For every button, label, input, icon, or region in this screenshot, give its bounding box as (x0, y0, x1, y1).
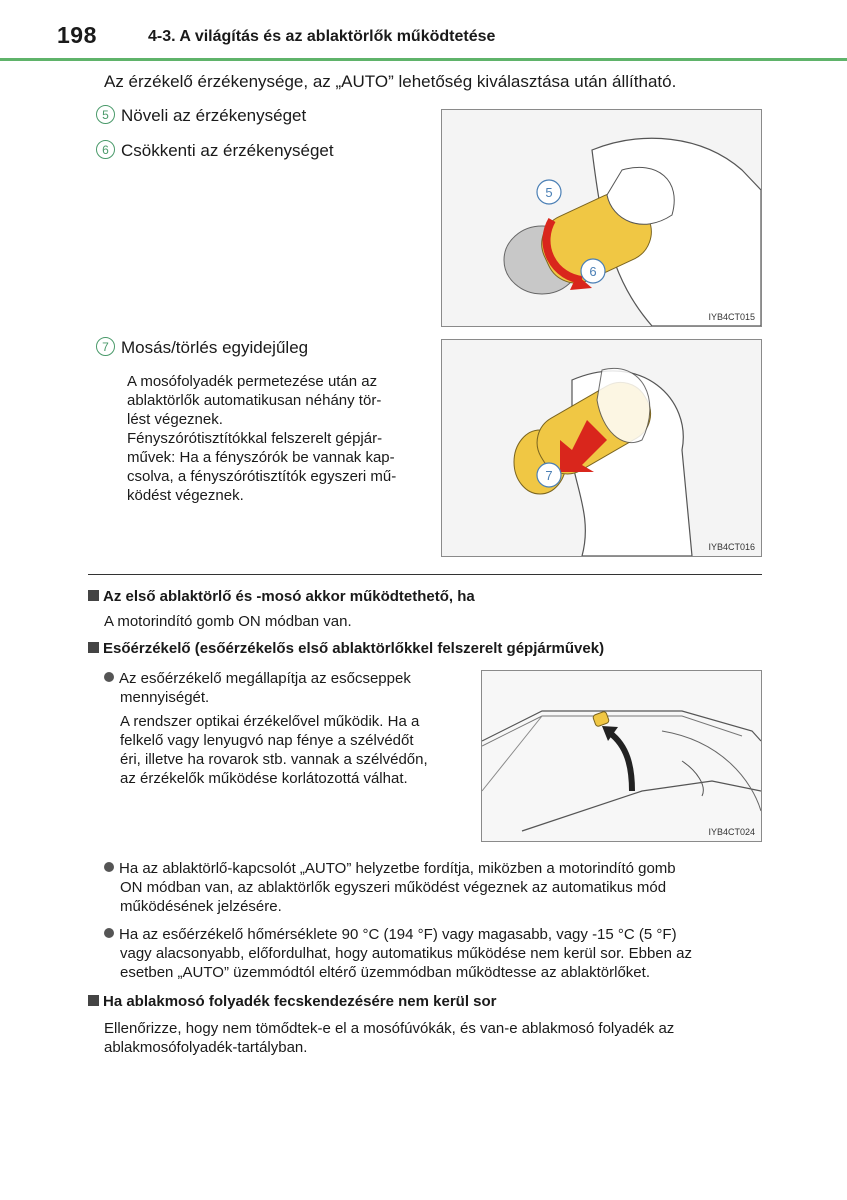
bullet-2-line: működésének jelzésére. (120, 898, 282, 915)
hand-rotating-knob-illustration (442, 110, 761, 326)
bullet-3-line: Ha az esőérzékelő hőmérséklete 90 °C (194 °F) vagy magasabb, vagy -15 °C (5 °F) (119, 926, 677, 943)
note-3-line: ablakmosófolyadék-tartályban. (104, 1039, 308, 1056)
item-6-label: Csökkenti az érzékenységet (121, 141, 334, 160)
round-bullet-icon (104, 928, 114, 938)
round-bullet-icon (104, 672, 114, 682)
circle-number-5: 5 (96, 105, 115, 124)
bullet-1-extra-line: felkelő vagy lenyugvó nap fénye a szélvédőt (120, 732, 414, 749)
item-6 (96, 140, 334, 161)
square-bullet-icon (88, 590, 99, 601)
item-7-description (127, 372, 425, 505)
intro-text: Az érzékelő érzékenysége, az „AUTO” lehetőség kiválasztása után állítható. (104, 72, 677, 91)
item-7-line: ablaktörlők automatikusan néhány tör- (127, 392, 382, 409)
note-2-bullet-1 (104, 669, 464, 788)
note-2-heading-text: Esőérzékelő (esőérzékelős első ablaktörlőkkel felszerelt gépjárművek) (103, 640, 605, 657)
item-7-label: Mosás/törlés egyidejűleg (121, 338, 309, 357)
fig2-label-7: 7 (545, 468, 553, 483)
item-7-line: csolva, a fényszórótisztítók egyszeri mű- (127, 468, 397, 485)
fig1-label-6: 6 (589, 264, 597, 279)
notes-divider (88, 574, 762, 575)
note-2-bullet-2 (104, 859, 762, 916)
note-2-bullet-3 (104, 925, 762, 982)
item-7-line: lést végeznek. (127, 411, 223, 428)
bullet-1-line: mennyiségét. (120, 689, 210, 706)
bullet-3-line: esetben „AUTO” üzemmódtól eltérő üzemmódban működtesse az ablaktörlőket. (120, 964, 650, 981)
bullet-2-line: ON módban van, az ablaktörlők egyszeri működést végeznek az automatikus mód (120, 879, 667, 896)
item-7-line: A mosófolyadék permetezése után az (127, 373, 378, 390)
bullet-1-extra-line: az érzékelők működése korlátozottá válhat. (120, 770, 408, 787)
hand-pulling-stalk-illustration (442, 340, 761, 556)
bullet-3-line: vagy alacsonyabb, előfordulhat, hogy automatikus működése nem kerül sor. Ebben az (120, 945, 693, 962)
figure-code: IYB4CT015 (708, 312, 755, 322)
note-3-line: Ellenőrizze, hogy nem tömődtek-e el a mosófúvókák, és van-e ablakmosó folyadék az (104, 1020, 675, 1037)
figure-rain-sensor (481, 670, 762, 842)
windshield-rain-sensor-illustration (482, 671, 761, 841)
item-7 (96, 337, 308, 358)
note-1-heading (88, 588, 475, 605)
note-3-text (104, 1019, 762, 1057)
item-7-line: ködést végeznek. (127, 487, 244, 504)
bullet-1-extra-line: éri, illetve ha rovarok stb. vannak a szélvédőn, (120, 751, 428, 768)
note-3-heading-text: Ha ablakmosó folyadék fecskendezésére nem kerül sor (103, 993, 497, 1010)
note-1-text: A motorindító gomb ON módban van. (104, 613, 352, 630)
item-5 (96, 105, 306, 126)
bullet-1-line: Az esőérzékelő megállapítja az esőcseppek (119, 670, 411, 687)
figure-code: IYB4CT024 (708, 827, 755, 837)
circle-number-7: 7 (96, 337, 115, 356)
figure-wiper-sensitivity (441, 109, 762, 327)
figure-code: IYB4CT016 (708, 542, 755, 552)
circle-number-6: 6 (96, 140, 115, 159)
fig1-label-5: 5 (545, 185, 553, 200)
bullet-1-extra-line: A rendszer optikai érzékelővel működik. Ha a (120, 713, 420, 730)
item-5-label: Növeli az érzékenységet (121, 106, 307, 125)
note-1-heading-text: Az első ablaktörlő és -mosó akkor működtethető, ha (103, 588, 475, 605)
note-3-heading (88, 993, 497, 1010)
square-bullet-icon (88, 995, 99, 1006)
item-7-line: Fényszórótisztítókkal felszerelt gépjár- (127, 430, 383, 447)
square-bullet-icon (88, 642, 99, 653)
bullet-2-line: Ha az ablaktörlő-kapcsolót „AUTO” helyzetbe fordítja, miközben a motorindító gomb (119, 860, 676, 877)
note-2-heading (88, 640, 604, 657)
section-title: 4-3. A világítás és az ablaktörlők működtetése (148, 28, 496, 45)
page-number: 198 (57, 22, 97, 48)
round-bullet-icon (104, 862, 114, 872)
item-7-line: művek: Ha a fényszórók be vannak kap- (127, 449, 395, 466)
figure-wash-wipe (441, 339, 762, 557)
header-rule (0, 58, 847, 61)
